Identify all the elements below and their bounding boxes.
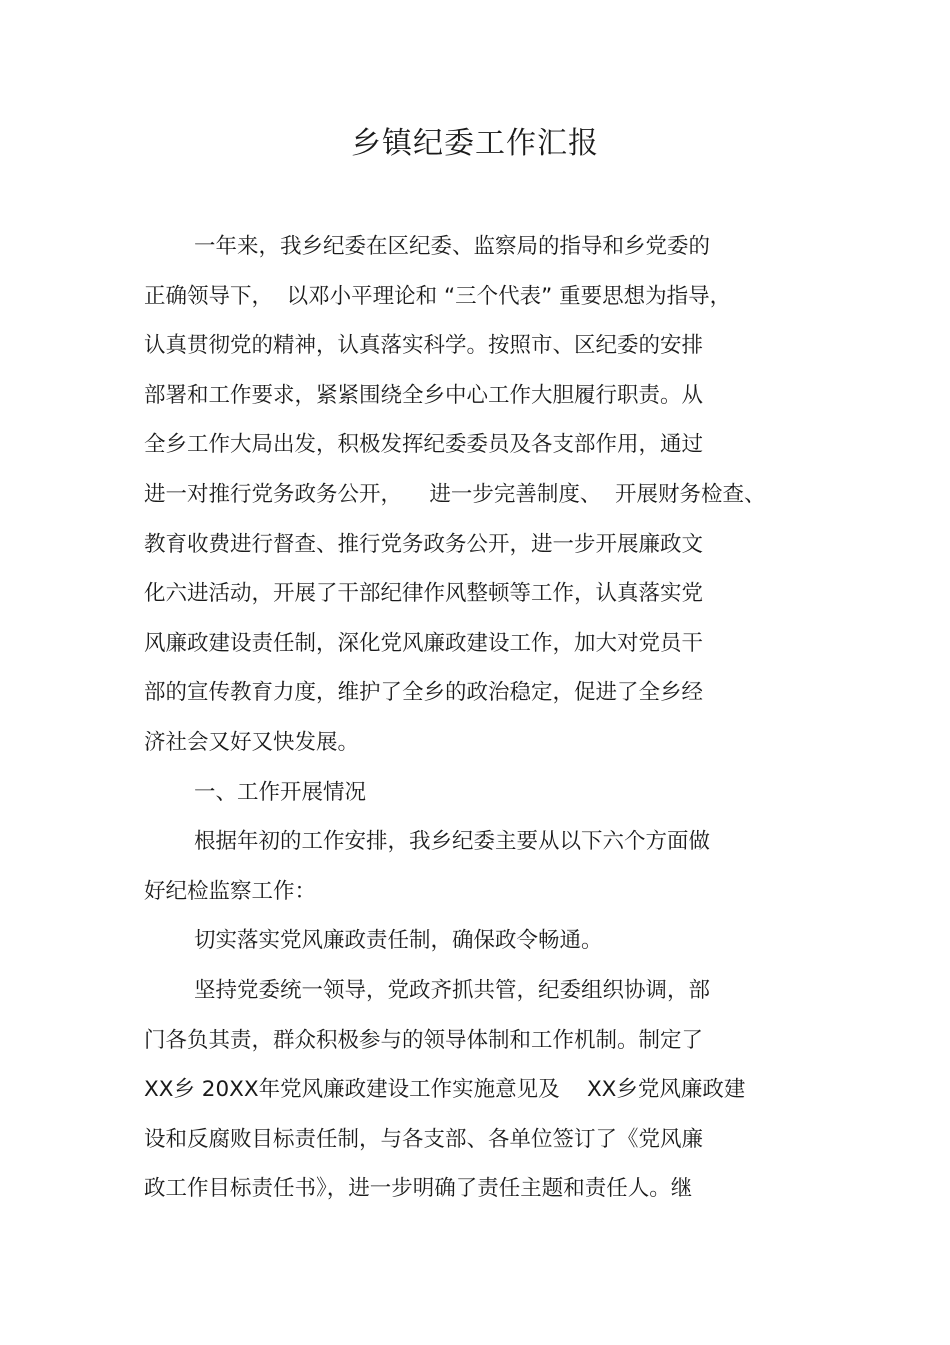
text-line: 部的宣传教育力度，维护了全乡的政治稳定，促进了全乡经 (144, 680, 704, 706)
text-line: 风廉政建设责任制，深化党风廉政建设工作，加大对党员干 (144, 630, 704, 656)
text-line: 化六进活动，开展了干部纪律作风整顿等工作，认真落实党 (144, 581, 704, 607)
text-line: 政工作目标责任书》，进一步明确了责任主题和责任人。继 (144, 1176, 693, 1202)
text-line: 坚持党委统一领导，党政齐抓共管，纪委组织协调，部 (194, 977, 711, 1003)
text-line: 好纪检监察工作： (144, 878, 317, 904)
document-title: 乡镇纪委工作汇报 (351, 126, 599, 161)
text-line: 认真贯彻党的精神，认真落实科学。按照市、区纪委的安排 (144, 333, 704, 359)
text-line: 根据年初的工作安排，我乡纪委主要从以下六个方面做 (194, 829, 711, 855)
text-line: 一年来，我乡纪委在区纪委、监察局的指导和乡党委的 (194, 234, 711, 259)
text-line: 正确领导下， 以邓小平理论和 “三个代表” 重要思想为指导， (144, 283, 732, 309)
text-line: 一、工作开展情况 (194, 779, 367, 805)
text-line: 进一对推行党务政务公开， 进一步完善制度、 开展财务检查、 (144, 481, 766, 507)
text-line: XX乡 20XX年党风廉政建设工作实施意见及 XX乡党风廉政建 (144, 1077, 746, 1103)
text-line: 教育收费进行督查、推行党务政务公开，进一步开展廉政文 (144, 531, 704, 557)
text-line: 门各负其责，群众积极参与的领导体制和工作机制。制定了 (144, 1027, 704, 1053)
text-line: 部署和工作要求，紧紧围绕全乡中心工作大胆履行职责。从 (144, 382, 704, 408)
text-line: 全乡工作大局出发，积极发挥纪委委员及各支部作用，通过 (144, 432, 704, 458)
text-line: 济社会又好又快发展。 (144, 729, 360, 755)
text-line: 切实落实党风廉政责任制，确保政令畅通。 (194, 928, 603, 954)
document-body (144, 222, 804, 1214)
text-line: 设和反腐败目标责任制，与各支部、各单位签订了《党风廉 (144, 1126, 704, 1152)
